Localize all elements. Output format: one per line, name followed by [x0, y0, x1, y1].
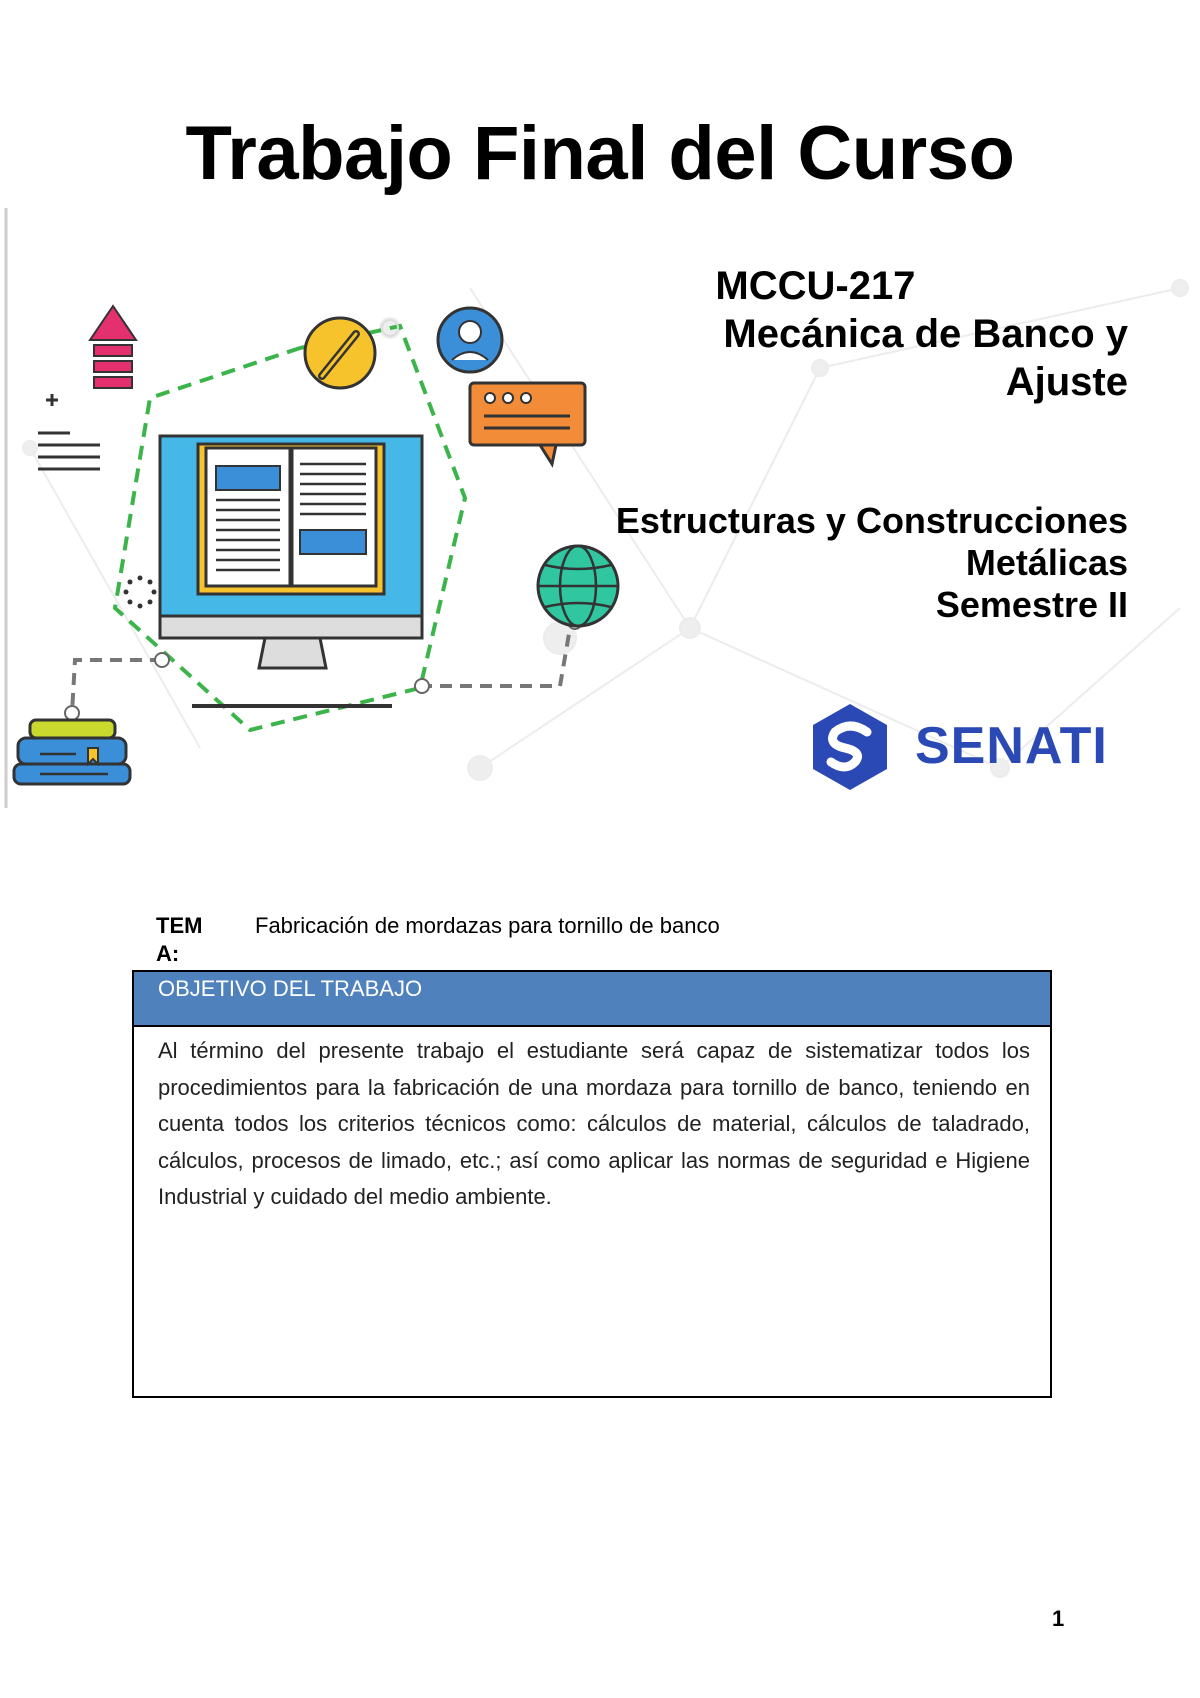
tema-label: TEMA: [156, 913, 203, 966]
senati-logo-text: SENATI [915, 717, 1108, 775]
user-chat-icon [438, 308, 585, 464]
document-title: Trabajo Final del Curso [185, 111, 1015, 196]
loading-icon [124, 576, 157, 609]
arrow-up-icon [90, 306, 136, 388]
tema-value: Fabricación de mordazas para tornillo de banco [255, 913, 720, 938]
course-block [715, 262, 1128, 406]
career-line2: Metálicas [965, 542, 1128, 583]
books-icon [14, 720, 130, 784]
objective-box [132, 970, 1052, 1398]
career-block [616, 500, 1128, 626]
course-code: MCCU-217 [715, 264, 916, 308]
text-lines-icon [38, 394, 100, 469]
course-name-line2: Ajuste [1005, 360, 1128, 404]
globe-icon [538, 546, 618, 626]
career-line1: Estructuras y Construcciones [615, 500, 1128, 541]
monitor-book-icon [160, 436, 422, 706]
page-number: 1 [1052, 1606, 1065, 1631]
objective-header: OBJETIVO DEL TRABAJO [134, 972, 1050, 1027]
senati-emblem-icon [805, 702, 895, 792]
semester: Semestre II [935, 584, 1128, 625]
objective-body: Al término del presente trabajo el estudiante será capaz de sistematizar todos los procedimientos para la fabricación de una mordaza para tornillo de banco, teniendo en cuenta todos los criterios técnicos como: cálculos de material, cálculos de taladrado, cálculos, procesos de limado, etc.; así como aplicar las normas de seguridad e Higiene Industrial y cuidado del medio ambiente. [158, 1038, 1030, 1209]
senati-logo [805, 702, 1125, 792]
course-name-line1: Mecánica de Banco y [723, 312, 1128, 356]
pen-icon [305, 318, 375, 388]
